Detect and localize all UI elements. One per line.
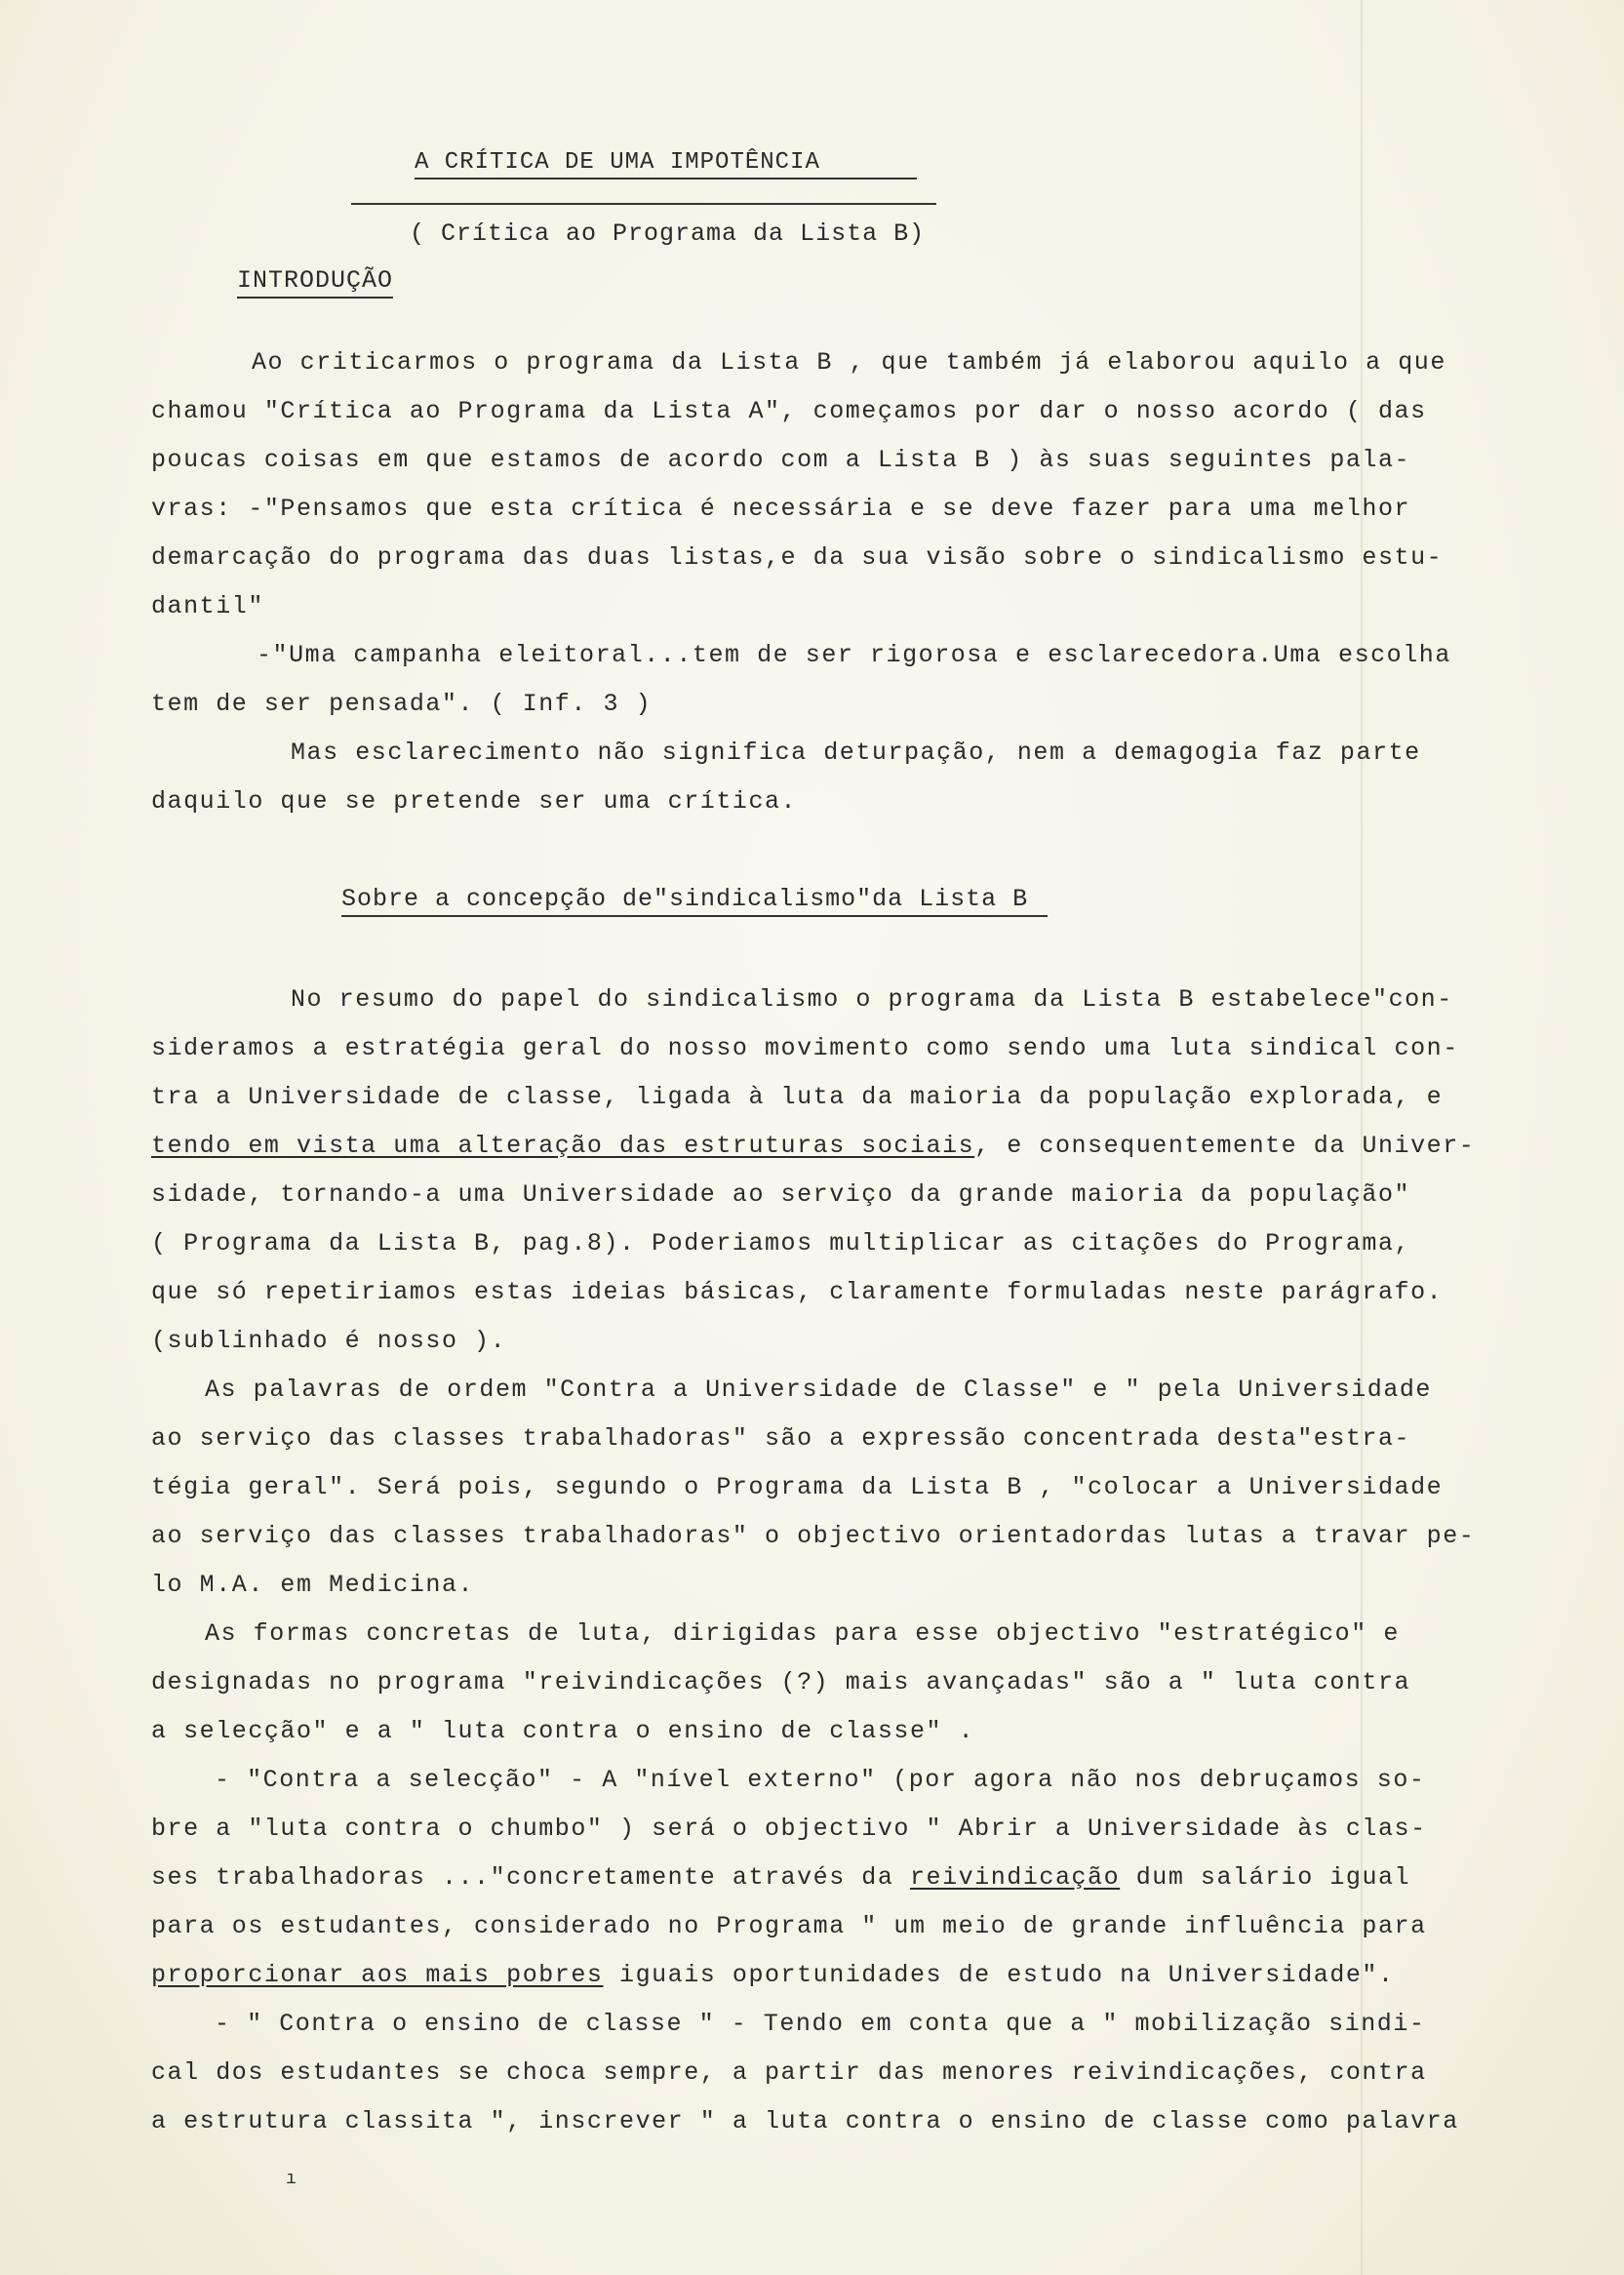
text-line: para os estudantes, considerado no Programa " um meio de grande influência para [151,1912,1427,1940]
text-line: chamou "Crítica ao Programa da Lista A", começamos por dar o nosso acordo ( das [151,397,1427,425]
underlined-phrase: reivindicação [909,1863,1121,1892]
text-fragment: , e consequentemente da Univer- [974,1132,1476,1160]
text-line: cal dos estudantes se choca sempre, a partir das menores reivindicações, contra [151,2058,1427,2087]
document-title: A CRÍTICA DE UMA IMPOTÊNCIA [415,149,820,176]
text-line: As palavras de ordem "Contra a Universidade de Classe" e " pela Universidade [205,1376,1432,1404]
text-line: sideramos a estratégia geral do nosso movimento como sendo uma luta sindical con- [151,1034,1459,1062]
text-line: ao serviço das classes trabalhadoras" são a expressão concentrada desta"estra- [151,1424,1411,1453]
text-line: tem de ser pensada". ( Inf. 3 ) [151,690,653,718]
text-line: a estrutura classita ", inscrever " a luta contra o ensino de classe como palavra [151,2107,1459,2135]
text-line: demarcação do programa das duas listas,e da sua visão sobre o sindicalismo estu- [151,543,1444,572]
text-line: lo M.A. em Medicina. [151,1571,475,1599]
text-line: As formas concretas de luta, dirigidas para esse objectivo "estratégico" e [205,1619,1400,1648]
text-line: poucas coisas em que estamos de acordo com a Lista B ) às suas seguintes pala- [151,446,1411,474]
text-line: Mas esclarecimento não significa deturpação, nem a demagogia faz parte [291,738,1421,767]
underlined-phrase: proporcionar aos mais pobres [151,1961,604,1989]
text-line: vras: -"Pensamos que esta crítica é necessária e se deve fazer para uma melhor [151,495,1411,523]
text-line: No resumo do papel do sindicalismo o programa da Lista B estabelece"con- [291,985,1453,1014]
text-line: (sublinhado é nosso ). [151,1327,507,1355]
text-line: Ao criticarmos o programa da Lista B , que também já elaborou aquilo a que [252,348,1446,377]
intro-heading: INTRODUÇÃO [237,266,393,299]
text-fragment: dum salário igual [1120,1863,1411,1892]
text-line: sidade, tornando-a uma Universidade ao serviço da grande maioria da população" [151,1180,1411,1209]
text-line: - " Contra o ensino de classe " - Tendo em conta que a " mobilização sindi- [215,2010,1426,2038]
text-line [151,1122,1585,1171]
title-underline [415,178,917,180]
text-line: daquilo que se pretende ser uma crítica. [151,787,798,816]
text-line [151,1951,1585,2000]
text-line: -"Uma campanha eleitoral...tem de ser rigorosa e esclarecedora.Uma escolha [257,641,1451,669]
text-line: ao serviço das classes trabalhadoras" o objectivo orientadordas lutas a travar pe- [151,1522,1476,1550]
text-line: dantil" [151,592,264,620]
page-mark: ı [286,2170,297,2189]
underlined-phrase: tendo em vista uma alteração das estruturas sociais [151,1132,975,1160]
text-line [151,1854,1585,1902]
document-subtitle: ( Crítica ao Programa da Lista B) [410,220,926,248]
section-paragraphs [151,976,1585,2146]
text-line: designadas no programa "reivindicações (?) mais avançadas" são a " luta contra [151,1668,1411,1696]
section-heading: Sobre a concepção de"sindicalismo"da Lista B [341,885,1048,917]
intro-paragraphs [151,339,1585,826]
text-line: a selecção" e a " luta contra o ensino de classe" . [151,1717,975,1745]
text-line: tra a Universidade de classe, ligada à luta da maioria da população explorada, e [151,1083,1444,1111]
text-line: bre a "luta contra o chumbo" ) será o objectivo " Abrir a Universidade às clas- [151,1815,1427,1843]
text-line: - "Contra a selecção" - A "nível externo" (por agora não nos debruçamos so- [215,1766,1426,1794]
text-fragment: iguais oportunidades de estudo na Universidade". [603,1961,1395,1989]
title-rule [351,203,936,205]
text-line: ( Programa da Lista B, pag.8). Poderiamos multiplicar as citações do Programa, [151,1229,1411,1257]
text-line: que só repetiriamos estas ideias básicas, claramente formuladas neste parágrafo. [151,1278,1444,1306]
text-fragment: ses trabalhadoras ..."concretamente através da [151,1863,910,1892]
text-line: tégia geral". Será pois, segundo o Programa da Lista B , "colocar a Universidade [151,1473,1444,1501]
